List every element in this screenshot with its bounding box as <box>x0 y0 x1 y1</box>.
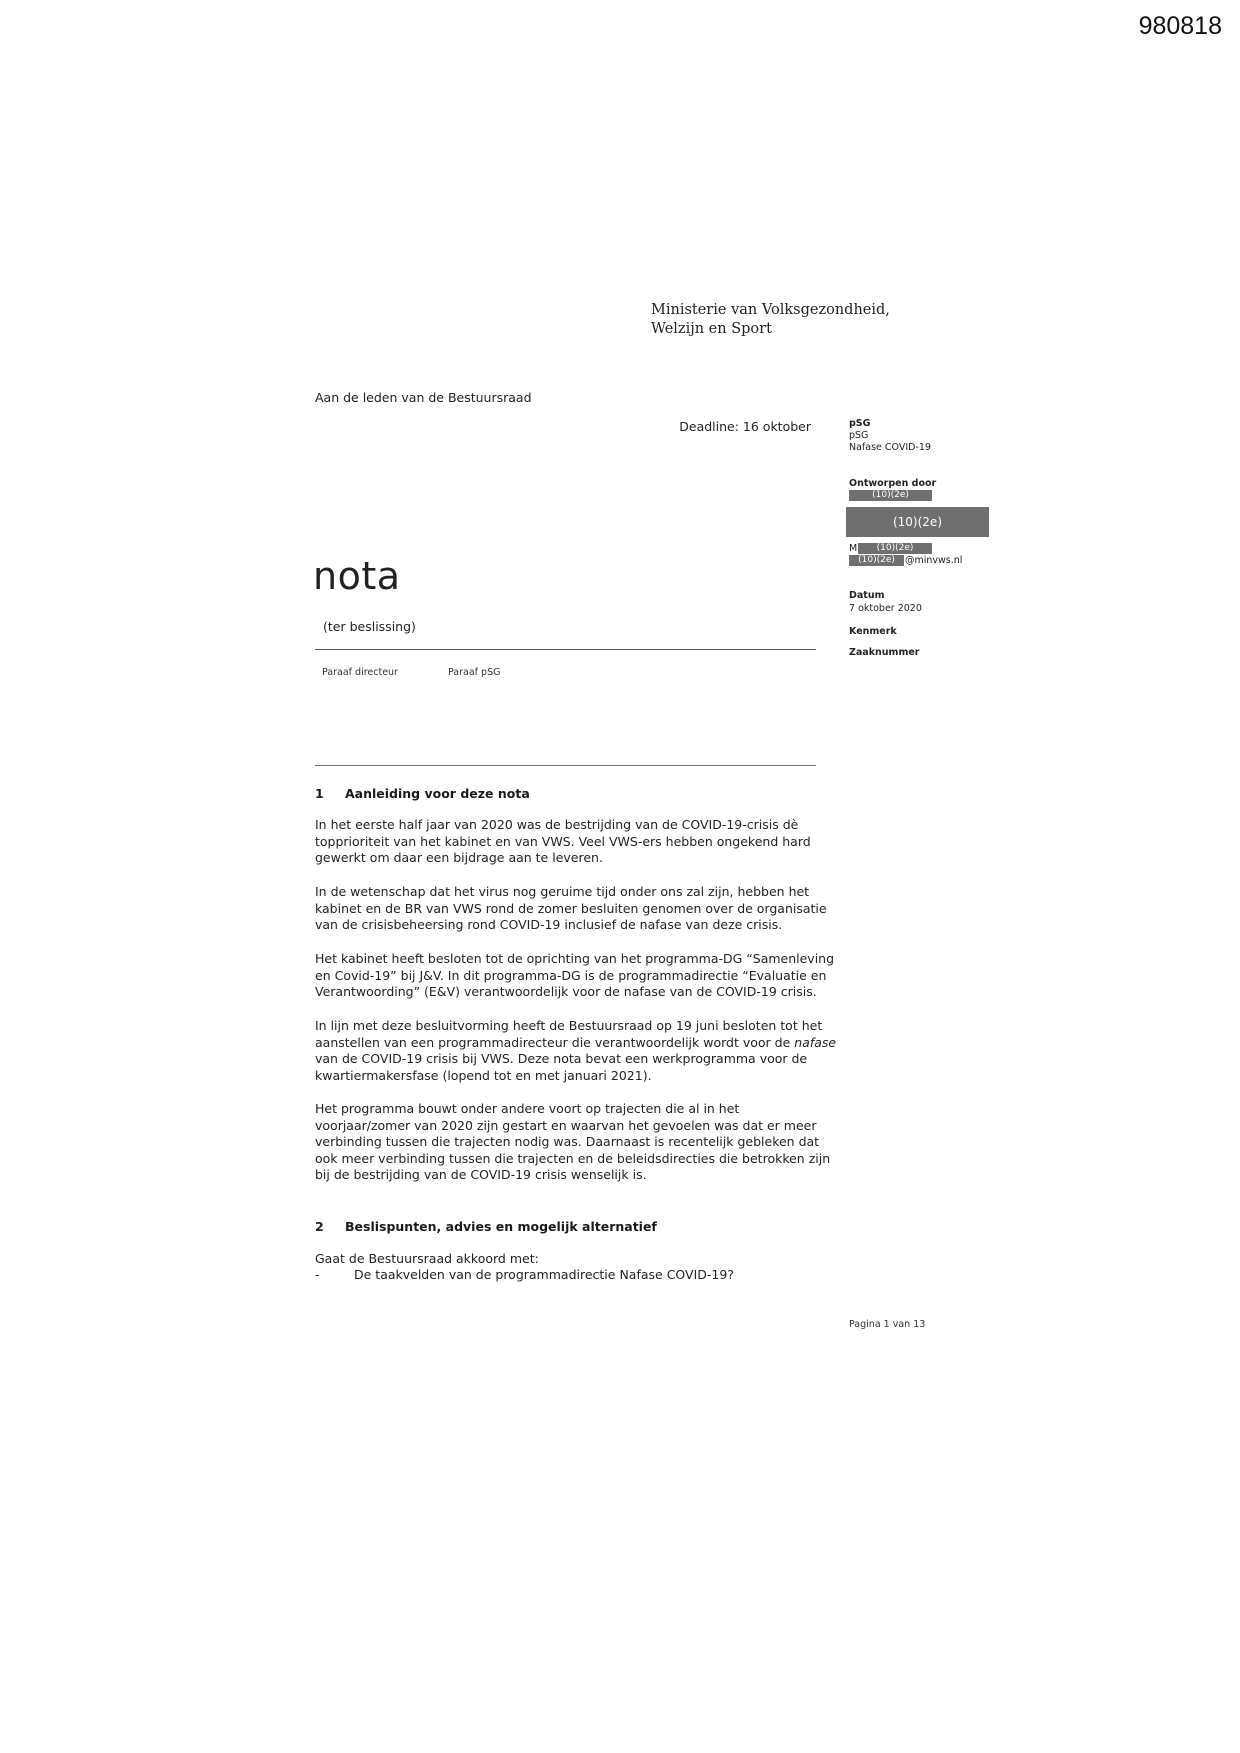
list-item <box>315 1267 734 1282</box>
text-line: In het eerste half jaar van 2020 was de bestrijding van de COVID-19-crisis dè <box>315 817 799 832</box>
emphasis-text: nafase <box>794 1034 837 1050</box>
sidebar-psg-department: Nafase COVID-19 <box>849 442 931 453</box>
text-line: verbinding tussen die trajecten nodig was. Daarnaast is recentelijk gebleken dat <box>315 1134 820 1149</box>
redaction-box: (10)(2e) <box>849 555 904 566</box>
section-number: 1 <box>315 786 324 801</box>
deadline: Deadline: 16 oktober <box>679 419 811 434</box>
paragraph <box>315 884 835 934</box>
text-line: Gaat de Bestuursraad akkoord met: <box>315 1251 539 1266</box>
paragraph <box>315 1251 835 1268</box>
paraaf-directeur: Paraaf directeur <box>322 667 398 678</box>
text-line: van de crisisbeheersing rond COVID-19 inclusief de nafase van deze crisis. <box>315 917 783 932</box>
text-line: topprioriteit van het kabinet en van VWS. Veel VWS-ers hebben ongekend hard <box>315 833 811 849</box>
ministry-line-2: Welzijn en Sport <box>651 321 772 337</box>
text-line: kabinet en de BR van VWS rond de zomer besluiten genomen over de organisatie <box>315 900 827 916</box>
sidebar-psg-line: pSG <box>849 430 869 441</box>
text-line: Verantwoording” (E&V) verantwoordelijk voor de nafase van de COVID-19 crisis. <box>315 984 817 999</box>
text-line: Het kabinet heeft besloten tot de oprichting van het programma-DG “Samenleving <box>315 951 835 966</box>
page-number: Pagina 1 van 13 <box>849 1319 926 1330</box>
document-title: nota <box>313 554 401 598</box>
sidebar-datum-heading: Datum <box>849 590 885 601</box>
section-number: 2 <box>315 1219 324 1234</box>
paragraph <box>315 817 835 867</box>
section-heading <box>315 1219 657 1234</box>
redaction-box: (10)(2e) <box>849 490 932 501</box>
divider <box>315 649 816 650</box>
sidebar-psg-heading: pSG <box>849 418 871 429</box>
sidebar-zaaknummer-heading: Zaaknummer <box>849 647 920 658</box>
paragraph <box>315 951 835 1001</box>
divider <box>315 765 816 766</box>
text-line: ook meer verbinding tussen die trajecten en de beleidsdirecties die betrokken zijn <box>315 1150 831 1166</box>
redaction-box: (10)(2e) <box>846 507 989 537</box>
text-segment: aanstellen van een programmadirecteur die verantwoordelijk wordt voor de <box>315 1034 795 1050</box>
paragraph <box>315 1101 835 1184</box>
text-line <box>315 1035 835 1052</box>
paragraph <box>315 1018 835 1084</box>
text-line: In de wetenschap dat het virus nog geruime tijd onder ons zal zijn, hebben het <box>315 884 810 899</box>
sidebar-datum: 7 oktober 2020 <box>849 603 922 614</box>
text-line: Het programma bouwt onder andere voort op trajecten die al in het <box>315 1101 740 1116</box>
paraaf-psg: Paraaf pSG <box>448 667 501 678</box>
document-subtitle: (ter beslissing) <box>323 619 416 634</box>
list-dash: - <box>315 1267 320 1282</box>
ministry-logo-text <box>651 301 890 339</box>
sidebar-email-suffix: @minvws.nl <box>905 555 963 566</box>
sidebar-m-label: M <box>849 543 858 554</box>
ministry-line-1: Ministerie van Volksgezondheid, <box>651 302 890 318</box>
text-line: In lijn met deze besluitvorming heeft de Bestuursraad op 19 juni besloten tot het <box>315 1018 823 1033</box>
text-line: voorjaar/zomer van 2020 zijn gestart en waarvan het gevoelen was dat er meer <box>315 1117 817 1133</box>
text-line: bij de bestrijding van de COVID-19 crisis wenselijk is. <box>315 1167 647 1182</box>
sidebar-ontworpen-heading: Ontworpen door <box>849 478 937 489</box>
redaction-box: (10)(2e) <box>858 543 932 554</box>
sidebar-kenmerk-heading: Kenmerk <box>849 626 897 637</box>
text-line: gewerkt om daar een bijdrage aan te leveren. <box>315 850 603 865</box>
section-title: Aanleiding voor deze nota <box>345 786 530 801</box>
section-heading <box>315 786 530 801</box>
text-line: kwartiermakersfase (lopend tot en met januari 2021). <box>315 1067 652 1083</box>
text-line: en Covid-19” bij J&V. In dit programma-DG is de programmadirectie “Evaluatie en <box>315 967 827 983</box>
addressee: Aan de leden van de Bestuursraad <box>315 390 532 405</box>
document-number: 980818 <box>1138 12 1222 40</box>
list-item-text: De taakvelden van de programmadirectie Nafase COVID-19? <box>354 1267 734 1282</box>
section-title: Beslispunten, advies en mogelijk alternatief <box>345 1219 657 1234</box>
text-line: van de COVID-19 crisis bij VWS. Deze nota bevat een werkprogramma voor de <box>315 1051 808 1066</box>
